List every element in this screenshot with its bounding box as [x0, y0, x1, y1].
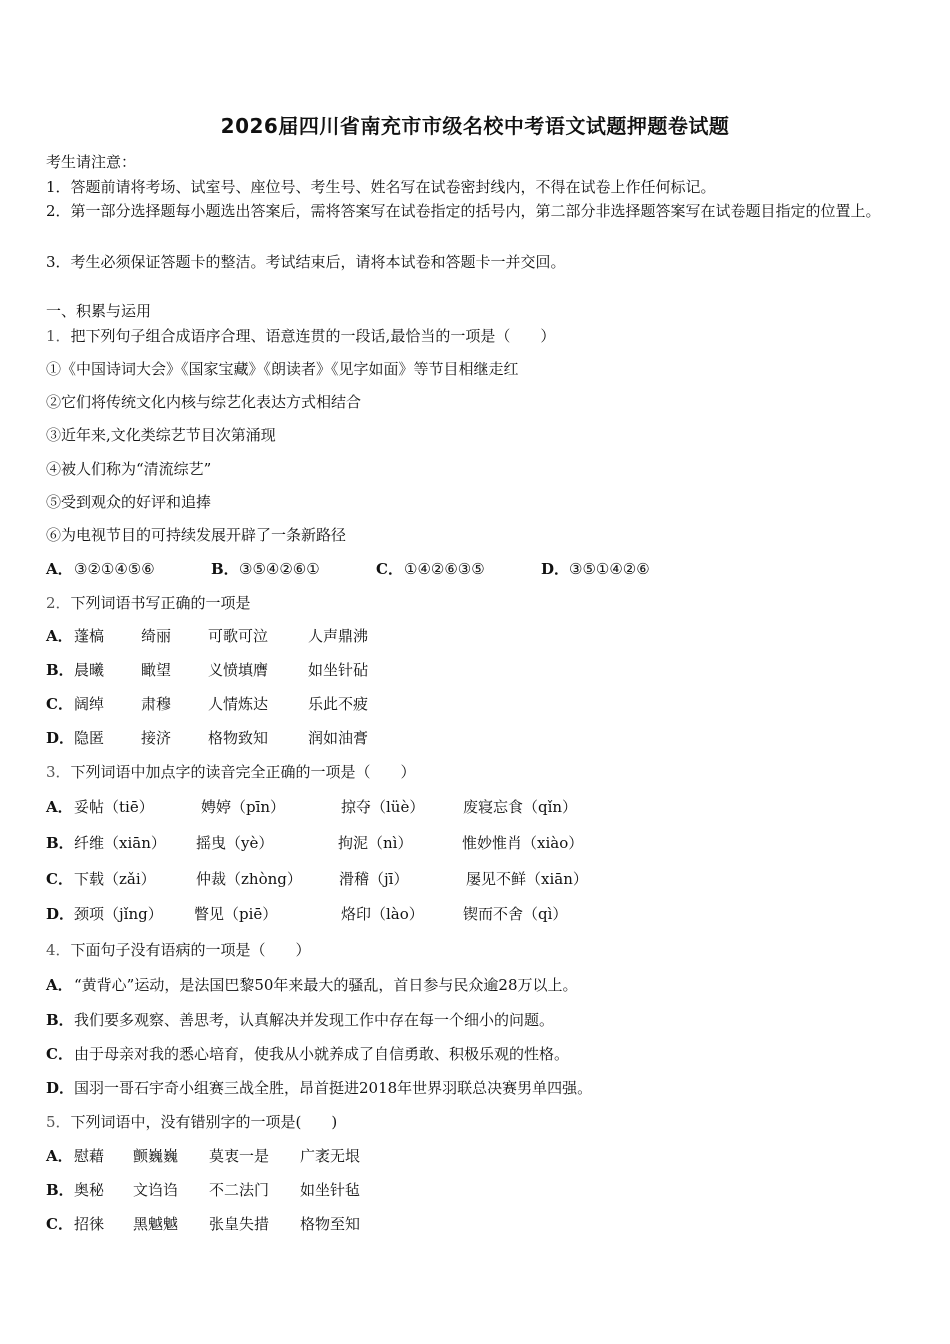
- text-fragment: 绮丽: [141, 627, 172, 645]
- q1-option-b[interactable]: [211, 559, 376, 579]
- text-fragment: 颈项（jǐng）: [74, 905, 163, 923]
- q3-option-c[interactable]: [46, 869, 588, 889]
- text-fragment: 下载（zǎi）: [74, 870, 156, 888]
- text-fragment: 锲而不舍（qì）: [463, 905, 568, 923]
- text-fragment: 格物至知: [300, 1215, 361, 1233]
- text-fragment: 蓬槁: [74, 627, 105, 645]
- q5-option-b[interactable]: [46, 1180, 360, 1200]
- text-fragment: 阔绰: [74, 695, 105, 713]
- text-fragment: 瞰望: [141, 661, 172, 679]
- text-fragment: C．: [46, 1045, 73, 1063]
- text-fragment: B．: [46, 661, 74, 679]
- question-3: [46, 762, 416, 782]
- text-fragment: 黑魆魆: [133, 1215, 179, 1233]
- question-stem: 下列词语中，没有错别字的一项是( ): [70, 1113, 338, 1131]
- text-fragment: 晨曦: [74, 661, 105, 679]
- q3-option-a[interactable]: [46, 797, 577, 817]
- text-fragment: A．: [46, 560, 73, 578]
- text-fragment: 妥帖（tiē）: [74, 798, 154, 816]
- question-stem: 下列词语书写正确的一项是: [70, 594, 251, 612]
- text-fragment: 废寝忘食（qǐn）: [463, 798, 578, 816]
- text-fragment: 如坐针毡: [300, 1181, 361, 1199]
- text-fragment: 润如油膏: [308, 729, 369, 747]
- text-fragment: 人情炼达: [208, 695, 269, 713]
- q5-option-a[interactable]: [46, 1146, 360, 1166]
- text-fragment: 拘泥（nì）: [338, 834, 413, 852]
- text-fragment: 颤巍巍: [133, 1147, 179, 1165]
- text-fragment: D．: [46, 905, 75, 923]
- text-fragment: 我们要多观察、善思考，认真解决并发现工作中存在每一个细小的问题。: [74, 1011, 555, 1029]
- text-fragment: A．: [46, 976, 73, 994]
- question-1: [46, 326, 555, 346]
- text-fragment: C．: [46, 695, 73, 713]
- q1-sentence-3: ③近年来,文化类综艺节目次第涌现: [46, 426, 276, 444]
- question-number: 5．: [46, 1113, 71, 1131]
- q1-option-d[interactable]: [541, 559, 650, 579]
- text-fragment: 文诌诌: [133, 1181, 179, 1199]
- q1-sentence-5: ⑤受到观众的好评和追捧: [46, 493, 212, 511]
- text-fragment: ③⑤①④②⑥: [569, 560, 650, 578]
- notice-item-1: 1．答题前请将考场、试室号、座位号、考生号、姓名写在试卷密封线内，不得在试卷上作任何标记。: [46, 178, 716, 196]
- q2-option-d[interactable]: [46, 728, 368, 748]
- text-fragment: 广袤无垠: [300, 1147, 361, 1165]
- text-fragment: B．: [211, 560, 239, 578]
- text-fragment: ③⑤④②⑥①: [239, 560, 320, 578]
- text-fragment: 肃穆: [141, 695, 172, 713]
- question-stem: 把下列句子组合成语序合理、语意连贯的一段话,最恰当的一项是（ ）: [70, 327, 556, 345]
- text-fragment: “黄背心”运动，是法国巴黎50年来最大的骚乱，首日参与民众逾28万以上。: [74, 976, 578, 994]
- question-number: 1．: [46, 327, 71, 345]
- question-2: [46, 593, 251, 613]
- question-4: [46, 940, 311, 960]
- question-stem: 下面句子没有语病的一项是（ ）: [70, 941, 311, 959]
- text-fragment: 人声鼎沸: [308, 627, 369, 645]
- text-fragment: D．: [46, 1079, 75, 1097]
- text-fragment: 如坐针砧: [308, 661, 369, 679]
- text-fragment: 奥秘: [74, 1181, 105, 1199]
- text-fragment: 由于母亲对我的悉心培育，使我从小就养成了自信勇敢、积极乐观的性格。: [74, 1045, 570, 1063]
- question-number: 4．: [46, 941, 71, 959]
- text-fragment: 招徕: [74, 1215, 105, 1233]
- text-fragment: ①④②⑥③⑤: [404, 560, 485, 578]
- text-fragment: 滑稽（jī）: [339, 870, 409, 888]
- text-fragment: 国羽一哥石宇奇小组赛三战全胜，昂首挺进2018年世界羽联总决赛男单四强。: [74, 1079, 593, 1097]
- notice-item-3: 3．考生必须保证答题卡的整洁。考试结束后，请将本试卷和答题卡一并交回。: [46, 253, 566, 271]
- q3-option-d[interactable]: [46, 904, 567, 924]
- notice-heading: 考生请注意：: [46, 153, 137, 171]
- q1-option-c[interactable]: [376, 559, 541, 579]
- text-fragment: 惟妙惟肖（xiào）: [462, 834, 584, 852]
- text-fragment: C．: [46, 870, 73, 888]
- text-fragment: 格物致知: [208, 729, 269, 747]
- text-fragment: 掠夺（lüè）: [341, 798, 425, 816]
- text-fragment: 莫衷一是: [209, 1147, 270, 1165]
- text-fragment: 隐匿: [74, 729, 105, 747]
- text-fragment: 义愤填膺: [208, 661, 269, 679]
- text-fragment: 烙印（lào）: [341, 905, 424, 923]
- q3-option-b[interactable]: [46, 833, 583, 853]
- text-fragment: 乐此不疲: [308, 695, 369, 713]
- question-number: 3．: [46, 763, 71, 781]
- text-fragment: 不二法门: [209, 1181, 270, 1199]
- q1-options: [46, 559, 650, 579]
- text-fragment: B．: [46, 1181, 74, 1199]
- text-fragment: D．: [46, 729, 75, 747]
- text-fragment: 摇曳（yè）: [196, 834, 274, 852]
- notice-item-2: 2．第一部分选择题每小题选出答案后，需将答案写在试卷指定的括号内，第二部分非选择题答案写在试卷题目指定的位置上。: [46, 202, 881, 220]
- text-fragment: A．: [46, 627, 73, 645]
- text-fragment: C．: [376, 560, 403, 578]
- q2-option-c[interactable]: [46, 694, 368, 714]
- page-title: 2026届四川省南充市市级名校中考语文试题押题卷试题: [220, 114, 730, 138]
- q1-sentence-4: ④被人们称为“清流综艺”: [46, 460, 212, 478]
- text-fragment: A．: [46, 798, 73, 816]
- q5-option-c[interactable]: [46, 1214, 360, 1234]
- text-fragment: 屡见不鲜（xiān）: [466, 870, 588, 888]
- text-fragment: B．: [46, 834, 74, 852]
- text-fragment: D．: [541, 560, 570, 578]
- q1-sentence-1: ①《中国诗词大会》《国家宝藏》《朗读者》《见字如面》等节目相继走红: [46, 360, 519, 378]
- q2-option-a[interactable]: [46, 626, 368, 646]
- text-fragment: 瞥见（piē）: [194, 905, 278, 923]
- question-number: 2．: [46, 594, 71, 612]
- q1-sentence-6: ⑥为电视节目的可持续发展开辟了一条新路径: [46, 526, 347, 544]
- section-heading: 一、积累与运用: [46, 302, 152, 320]
- text-fragment: 纤维（xiān）: [74, 834, 166, 852]
- question-5: [46, 1112, 337, 1132]
- text-fragment: A．: [46, 1147, 73, 1165]
- text-fragment: B．: [46, 1011, 74, 1029]
- q4-option-c[interactable]: [46, 1044, 569, 1064]
- q4-option-d[interactable]: [46, 1078, 592, 1098]
- text-fragment: C．: [46, 1215, 73, 1233]
- q4-option-b[interactable]: [46, 1010, 554, 1030]
- q2-option-b[interactable]: [46, 660, 368, 680]
- q4-option-a[interactable]: [46, 975, 578, 995]
- text-fragment: 接济: [141, 729, 172, 747]
- text-fragment: 可歌可泣: [208, 627, 269, 645]
- text-fragment: 张皇失措: [209, 1215, 270, 1233]
- q1-option-a[interactable]: [46, 559, 211, 579]
- q1-sentence-2: ②它们将传统文化内核与综艺化表达方式相结合: [46, 393, 362, 411]
- text-fragment: 仲裁（zhòng）: [196, 870, 302, 888]
- text-fragment: 慰藉: [74, 1147, 105, 1165]
- question-stem: 下列词语中加点字的读音完全正确的一项是（ ）: [70, 763, 416, 781]
- text-fragment: 娉婷（pīn）: [201, 798, 286, 816]
- text-fragment: ③②①④⑤⑥: [74, 560, 155, 578]
